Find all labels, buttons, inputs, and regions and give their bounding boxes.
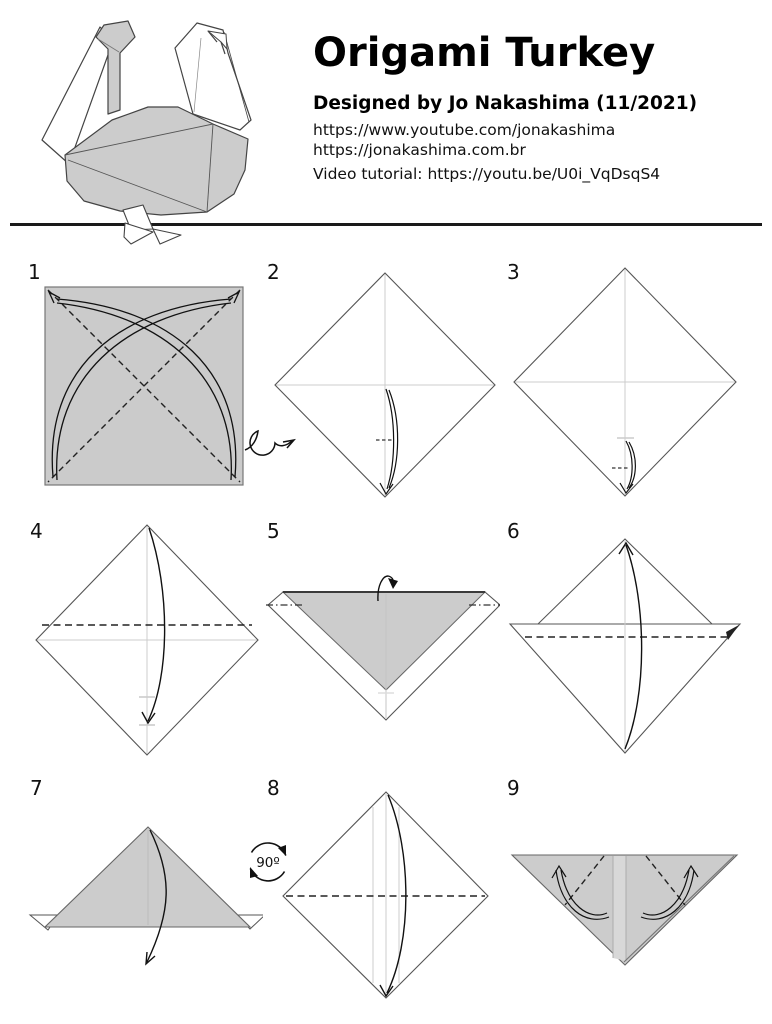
step-number: 8 xyxy=(267,776,280,800)
turkey-illustration-icon xyxy=(12,8,302,248)
step-7-diagram xyxy=(18,772,263,1022)
step-1-diagram xyxy=(20,258,255,508)
step-2 xyxy=(255,258,505,508)
step-4 xyxy=(18,515,263,770)
step-7 xyxy=(18,772,263,1022)
step-5 xyxy=(255,515,500,770)
step-number: 2 xyxy=(267,260,280,284)
step-3-diagram xyxy=(495,258,745,508)
step-9-diagram xyxy=(495,772,755,1024)
step-number: 6 xyxy=(507,519,520,543)
step-5-diagram xyxy=(255,515,500,770)
youtube-link: https://www.youtube.com/jonakashima xyxy=(313,121,616,139)
step-6 xyxy=(495,515,755,770)
turn-over-icon xyxy=(242,404,302,464)
step-4-diagram xyxy=(18,515,263,770)
video-tutorial-line: Video tutorial: https://youtu.be/U0i_VqDsqS4 xyxy=(313,165,661,183)
step-6-diagram xyxy=(495,515,755,770)
website-link: https://jonakashima.com.br xyxy=(313,141,526,159)
designer-byline: Designed by Jo Nakashima (11/2021) xyxy=(313,93,698,114)
rotate-90-icon xyxy=(240,834,296,890)
rotate-angle-label: 90º xyxy=(256,855,280,871)
step-2-diagram xyxy=(255,258,505,508)
step-9 xyxy=(495,772,755,1024)
page-title: Origami Turkey xyxy=(313,30,656,76)
step-3 xyxy=(495,258,745,508)
step-number: 9 xyxy=(507,776,520,800)
links-block xyxy=(313,120,615,160)
step-number: 3 xyxy=(507,260,520,284)
step-number: 1 xyxy=(28,260,41,284)
step-8 xyxy=(250,772,500,1024)
step-1 xyxy=(20,258,255,508)
step-number: 4 xyxy=(30,519,43,543)
step-number: 7 xyxy=(30,776,43,800)
step-8-diagram xyxy=(250,772,500,1024)
step-number: 5 xyxy=(267,519,280,543)
